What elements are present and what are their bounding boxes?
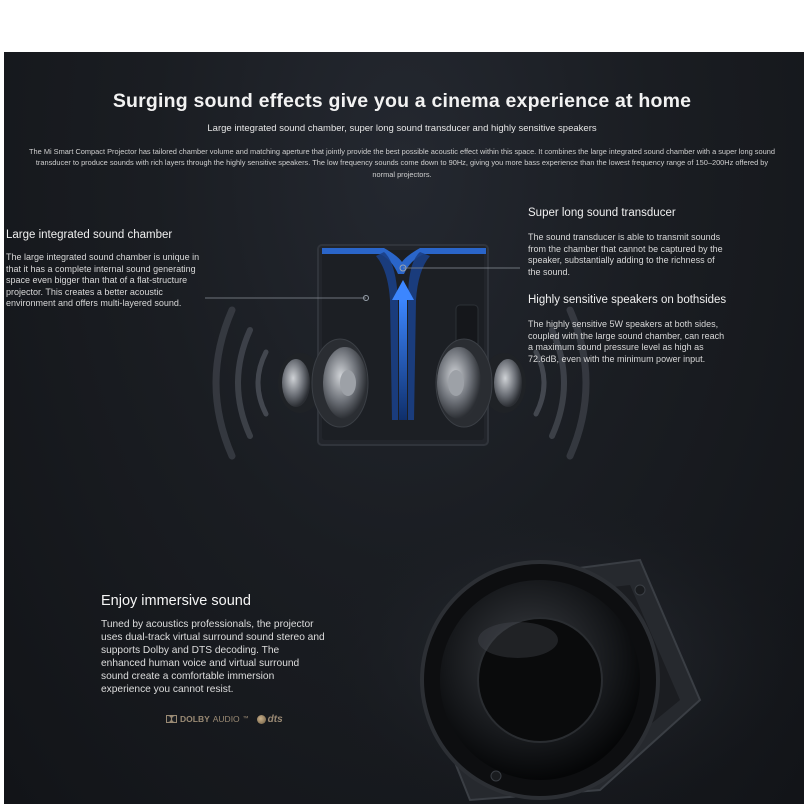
chamber-title: Large integrated sound chamber — [6, 229, 173, 241]
page-headline: Surging sound effects give you a cinema experience at home — [112, 90, 692, 112]
dolby-light-text: AUDIO — [212, 714, 240, 724]
page-subheadline: Large integrated sound chamber, super long sound transducer and highly sensitive speakers — [207, 123, 597, 134]
speakers-text: The highly sensitive 5W speakers at both sides, coupled with the large sound chamber, can reach a maximum sound pressure level as high as 72.6dB, even with the minimum power input. — [528, 319, 725, 364]
transducer-title: Super long sound transducer — [528, 207, 676, 219]
transducer-text: The sound transducer is able to transmit sounds from the chamber that cannot be captured by the speaker, substantially adding to the richness of the sound. — [528, 232, 723, 277]
audio-logos — [166, 710, 283, 728]
sound-waves-left — [216, 310, 266, 456]
dts-swirl-icon — [257, 715, 266, 724]
intro-paragraph: The Mi Smart Compact Projector has tailored chamber volume and matching aperture that jointly provide the best possible acoustic effect within this space. It combines the large integrated sound chamber with a super long sound transducer to produce sounds with rich layers through the highly sensitive speakers. The low frequency sounds come down to 90Hz, giving you more bass experience than the lowest frequency range of 150–200Hz offered by normal projectors. — [29, 147, 775, 179]
dolby-tm: ™ — [242, 716, 249, 722]
dolby-audio-logo — [166, 714, 249, 724]
speakers-title: Highly sensitive speakers on bothsides — [528, 294, 727, 306]
dolby-bold-text: DOLBY — [180, 714, 210, 724]
immersive-text: Tuned by acoustics professionals, the projector uses dual-track virtual surround sound stereo and supports Dolby and DTS decoding. The enhanced human voice and virtual surround sound create a comfortable immersion experience you cannot resist. — [101, 619, 325, 696]
speaker-illustration — [310, 500, 804, 804]
dolby-mark-icon — [166, 715, 177, 723]
dts-text: dts — [267, 713, 283, 725]
dts-logo — [257, 714, 283, 725]
chamber-text: The large integrated sound chamber is unique in that it has a complete internal sound generating space even bigger than that of a flat-structure projector. This creates a better acoustic environment and offers multi-layered sound. — [6, 252, 200, 309]
immersive-title: Enjoy immersive sound — [101, 593, 251, 609]
